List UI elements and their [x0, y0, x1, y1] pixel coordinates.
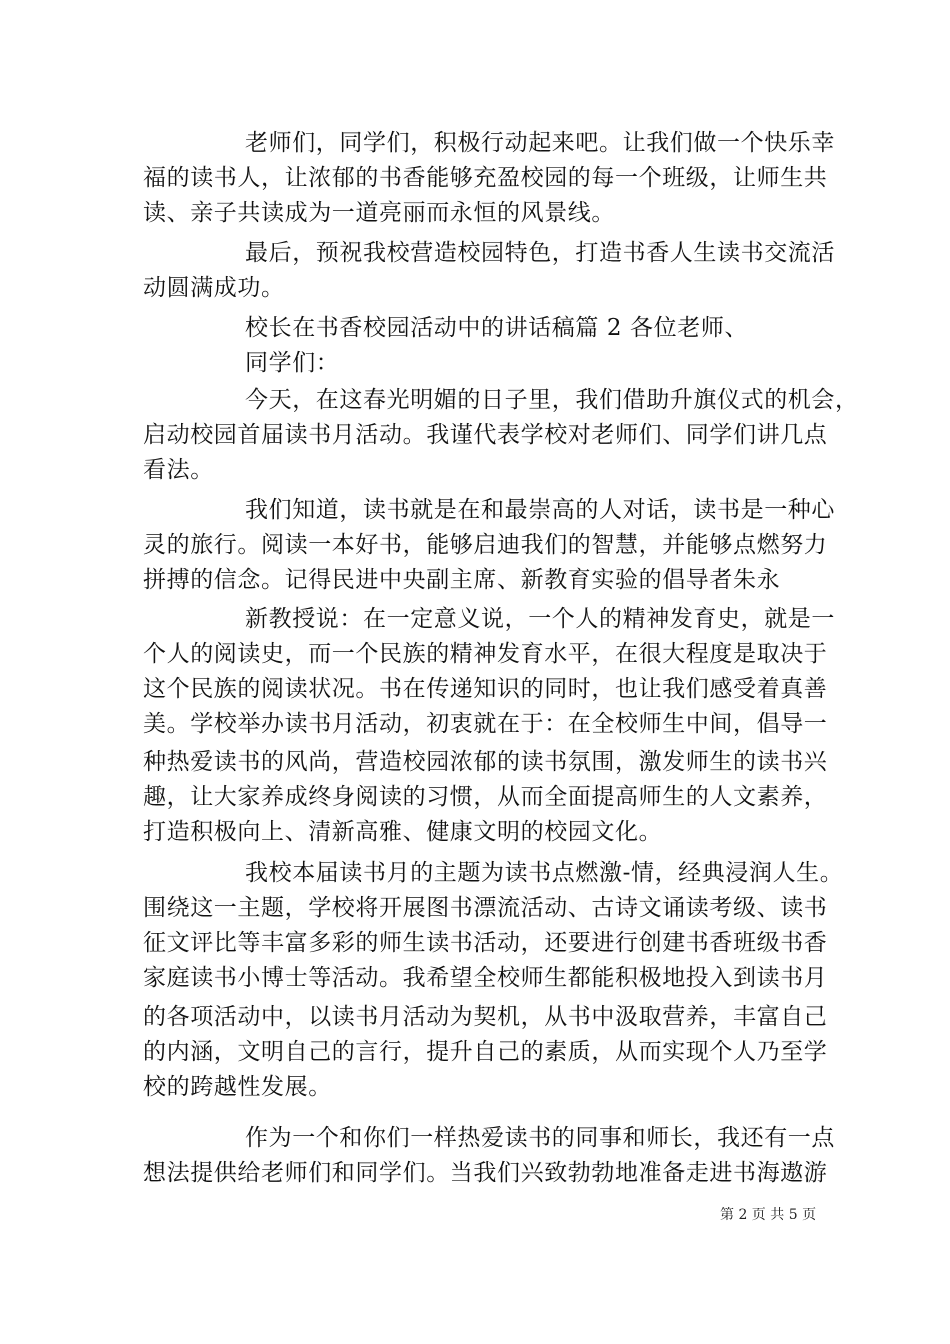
salutation: 同学们：	[245, 350, 340, 376]
text-line: 启动校园首届读书月活动。我谨代表学校对老师们、同学们讲几点	[143, 422, 828, 448]
text-line: 我校本届读书月的主题为读书点燃激-情，经典浸润人生。	[245, 860, 844, 886]
text-line: 围绕这一主题，学校将开展图书漂流活动、古诗文诵读考级、读书	[143, 895, 828, 921]
text-line: 趣，让大家养成终身阅读的习惯，从而全面提高师生的人文素养，	[143, 784, 828, 810]
text-line: 作为一个和你们一样热爱读书的同事和师长，我还有一点	[245, 1125, 835, 1151]
text-line: 新教授说：在一定意义说，一个人的精神发育史，就是一	[245, 606, 835, 632]
text-line: 征文评比等丰富多彩的师生读书活动，还要进行创建书香班级书香	[143, 930, 828, 956]
text-line: 的各项活动中，以读书月活动为契机，从书中汲取营养，丰富自己	[143, 1004, 828, 1030]
text-line: 家庭读书小博士等活动。我希望全校师生都能积极地投入到读书月	[143, 965, 828, 991]
text-line: 这个民族的阅读状况。书在传递知识的同时，也让我们感受着真善	[143, 676, 828, 702]
text-line: 拼搏的信念。记得民进中央副主席、新教育实验的倡导者朱永	[143, 567, 781, 593]
text-line: 今天，在这春光明媚的日子里，我们借助升旗仪式的机会，	[245, 387, 859, 413]
text-line: 种热爱读书的风尚，营造校园浓郁的读书氛围，激发师生的读书兴	[143, 749, 828, 775]
text-line: 最后，预祝我校营造校园特色，打造书香人生读书交流活	[245, 240, 835, 266]
section-heading: 校长在书香校园活动中的讲话稿篇 2 各位老师、	[245, 315, 749, 341]
text-line: 老师们，同学们，积极行动起来吧。让我们做一个快乐幸	[245, 130, 835, 156]
page-number: 第 2 页 共 5 页	[720, 1207, 817, 1223]
text-line: 打造积极向上、清新高雅、健康文明的校园文化。	[143, 819, 663, 845]
text-line: 动圆满成功。	[143, 275, 285, 301]
text-line: 校的跨越性发展。	[143, 1074, 332, 1100]
text-line: 我们知道，读书就是在和最崇高的人对话，读书是一种心	[245, 497, 835, 523]
text-line: 读、亲子共读成为一道亮丽而永恒的风景线。	[143, 200, 615, 226]
text-line: 灵的旅行。阅读一本好书，能够启迪我们的智慧，并能够点燃努力	[143, 532, 828, 558]
text-line: 看法。	[143, 457, 214, 483]
text-line: 福的读书人，让浓郁的书香能够充盈校园的每一个班级，让师生共	[143, 165, 828, 191]
text-line: 想法提供给老师们和同学们。当我们兴致勃勃地准备走进书海遨游	[143, 1160, 828, 1186]
text-line: 美。学校举办读书月活动，初衷就在于：在全校师生中间，倡导一	[143, 711, 828, 737]
text-line: 个人的阅读史，而一个民族的精神发育水平，在很大程度是取决于	[143, 641, 828, 667]
text-line: 的内涵，文明自己的言行，提升自己的素质，从而实现个人乃至学	[143, 1039, 828, 1065]
